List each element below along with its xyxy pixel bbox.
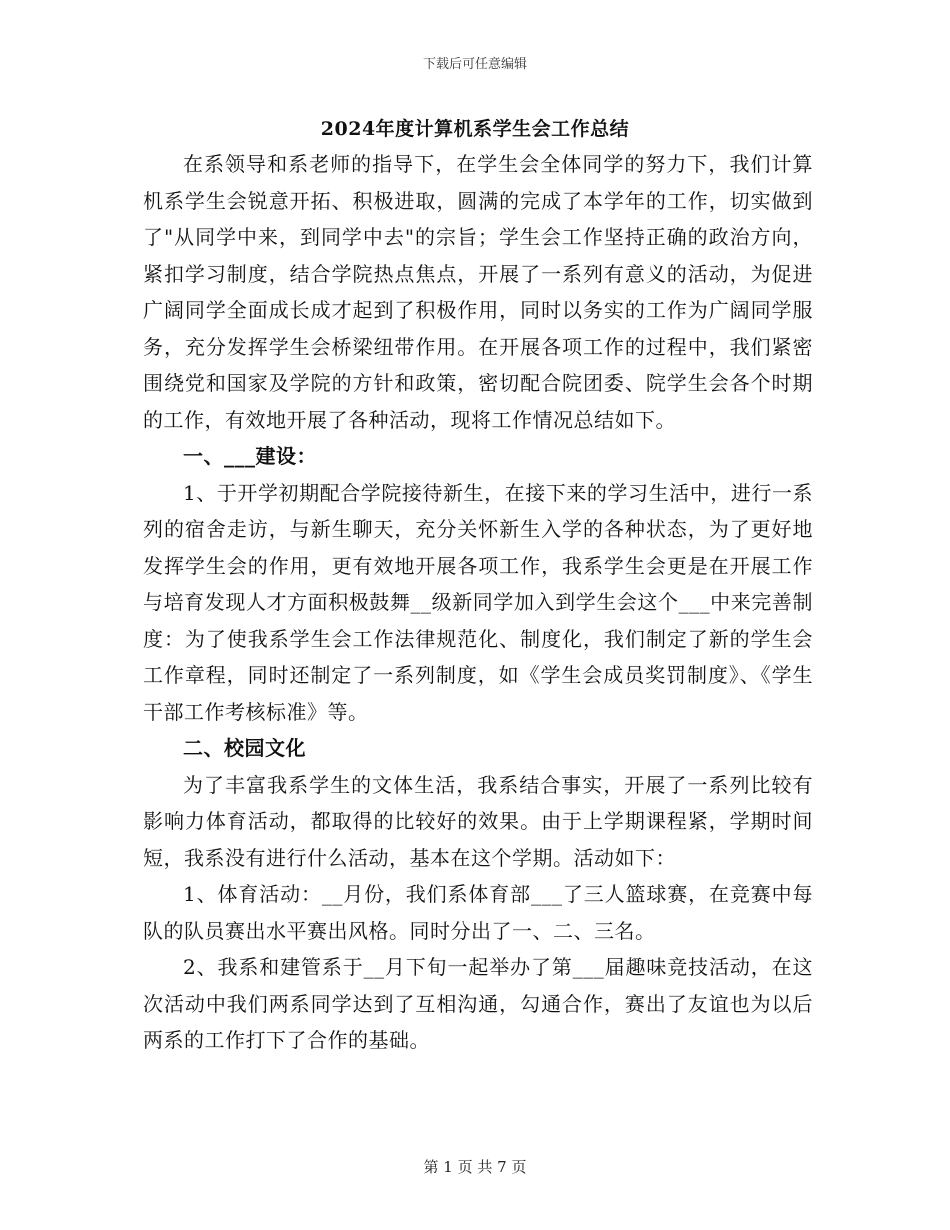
sports-activity-paragraph: 1、体育活动：__月份，我们系体育部___了三人篮球赛，在竞赛中每队的队员赛出水平赛出风格。同时分出了一、二、三名。: [143, 882, 813, 943]
page-number: 第 1 页 共 7 页: [423, 1158, 527, 1176]
campus-culture-paragraph: 为了丰富我系学生的文体生活，我系结合事实，开展了一系列比较有影响力体育活动，都取得的比较好的效果。由于上学期课程紧，学期时间短，我系没有进行什么活动，基本在这个学期。活动如下：: [143, 772, 813, 870]
joint-activity-paragraph: 2、我系和建管系于__月下旬一起举办了第___届趣味竞技活动，在这次活动中我们两系同学达到了互相沟通，勾通合作，赛出了友谊也为以后两系的工作打下了合作的基础。: [143, 955, 813, 1052]
construction-paragraph: 1、于开学初期配合学院接待新生，在接下来的学习生活中，进行一系列的宿舍走访，与新生聊天，充分关怀新生入学的各种状态，为了更好地发挥学生会的作用，更有效地开展各项工作，我系学生会更是在开展工作与培育发现人才方面积极鼓舞__级新同学加入到学生会这个___中来完善制度：为了使我系学生会工作法律规范化、制度化，我们制定了新的学生会工作章程，同时还制定了一系列制度，如《学生会成员奖罚制度》、《学生干部工作考核标准》等。: [143, 480, 813, 724]
page-header-note: 下载后可任意编辑: [422, 57, 527, 72]
document-title: 2024年度计算机系学生会工作总结: [320, 118, 630, 140]
section-heading-construction: 一、___建设：: [183, 444, 317, 468]
intro-paragraph: 在系领导和系老师的指导下，在学生会全体同学的努力下，我们计算机系学生会锐意开拓、积极进取，圆满的完成了本学年的工作，切实做到了"从同学中来，到同学中去"的宗旨；学生会工作坚持正确的政治方向，紧扣学习制度，结合学院热点焦点，开展了一系列有意义的活动，为促进广阔同学全面成长成才起到了积极作用，同时以务实的工作为广阔同学服务，充分发挥学生会桥梁纽带作用。在开展各项工作的过程中，我们紧密围绕党和国家及学院的方针和政策，密切配合院团委、院学生会各个时期的工作，有效地开展了各种活动，现将工作情况总结如下。: [143, 152, 813, 432]
section-heading-campus-culture: 二、校园文化: [183, 736, 306, 760]
document-body: [143, 146, 813, 1059]
